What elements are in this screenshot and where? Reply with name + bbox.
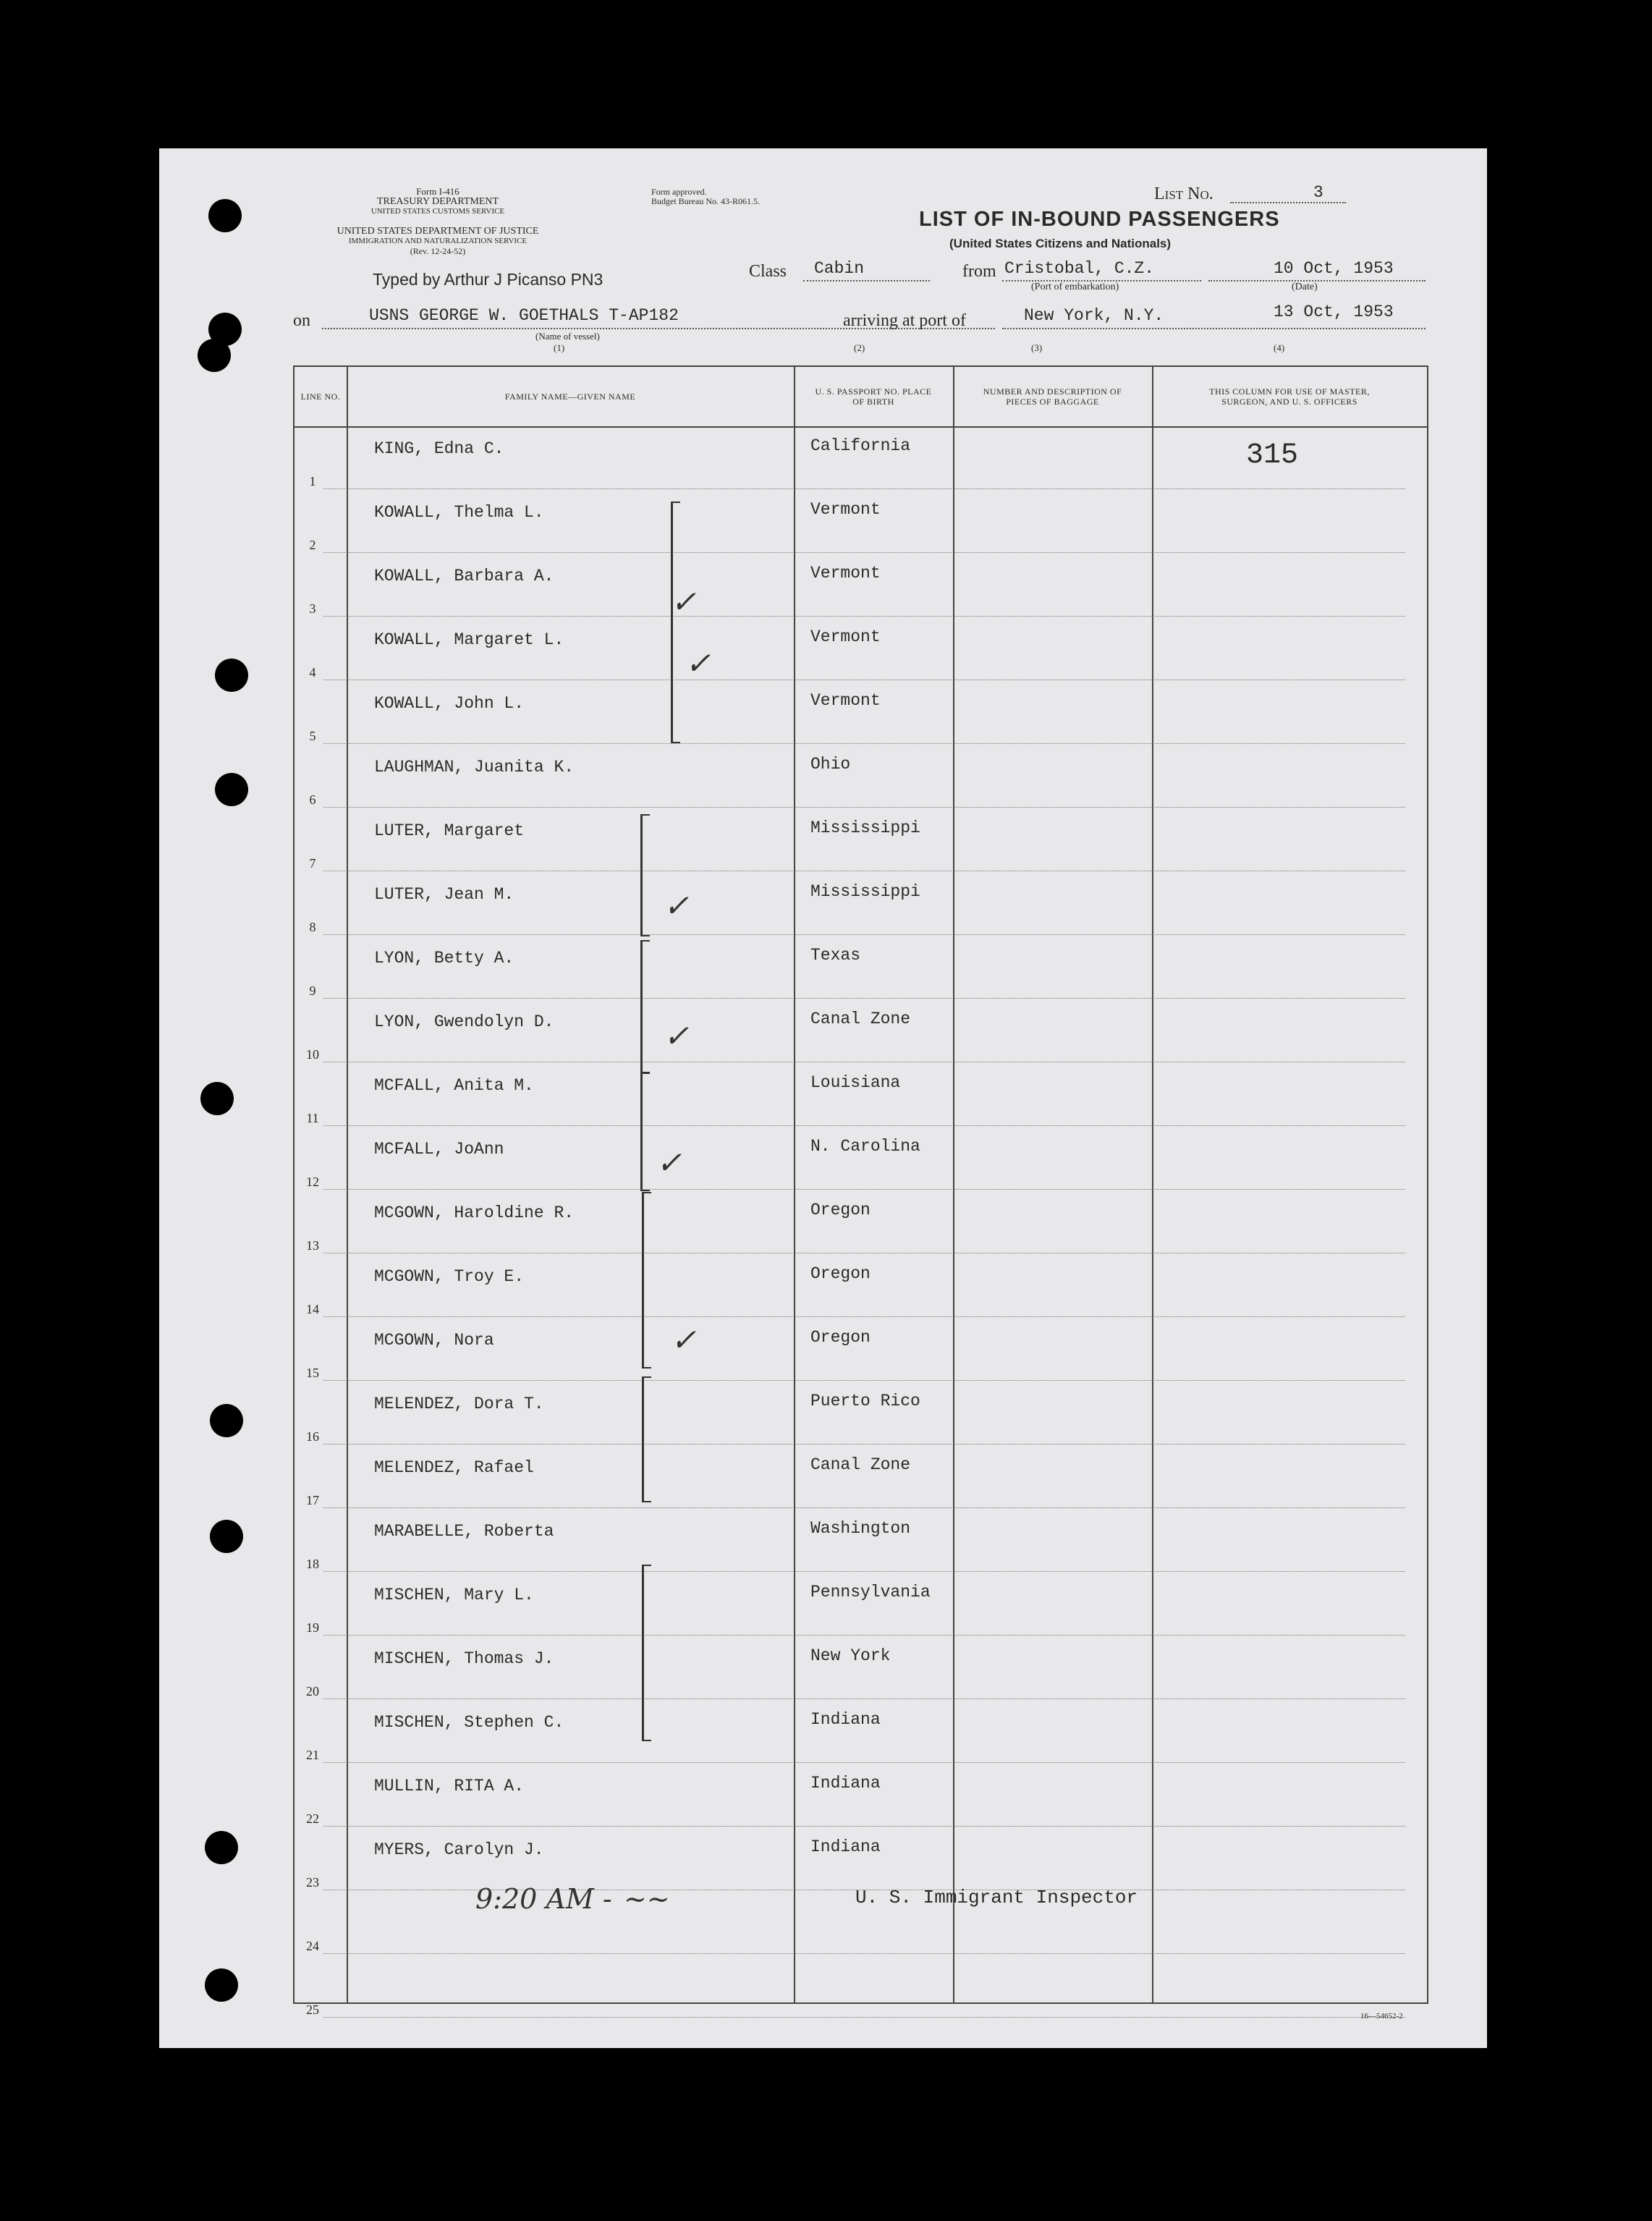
row-rule bbox=[323, 616, 1405, 617]
caption-3: (3) bbox=[1031, 342, 1043, 353]
line-number: 12 bbox=[306, 1175, 319, 1189]
binder-hole bbox=[205, 1968, 238, 2002]
family-bracket-mcgown bbox=[642, 1192, 651, 1368]
place-of-birth: Canal Zone bbox=[810, 1010, 911, 1028]
initials-mark: ✓ bbox=[685, 646, 711, 681]
table-row bbox=[295, 685, 1427, 749]
row-rule bbox=[323, 1635, 1405, 1636]
line-number: 19 bbox=[306, 1620, 319, 1635]
passenger-name: MELENDEZ, Dora T. bbox=[374, 1395, 544, 1413]
place-of-birth: Oregon bbox=[810, 1264, 871, 1283]
initials-mark: ✓ bbox=[671, 584, 697, 619]
row-rule bbox=[323, 552, 1405, 553]
row-rule bbox=[323, 1507, 1405, 1508]
line-number: 5 bbox=[309, 729, 316, 743]
table-row bbox=[295, 940, 1427, 1004]
passenger-name: MISCHEN, Thomas J. bbox=[374, 1649, 554, 1668]
passenger-name: MELENDEZ, Rafael bbox=[374, 1458, 534, 1477]
col-baggage: NUMBER AND DESCRIPTION OF PIECES OF BAGGAGE bbox=[983, 386, 1122, 407]
col-passport: U. S. PASSPORT NO. PLACE OF BIRTH bbox=[815, 386, 932, 407]
treasury-label: TREASURY DEPARTMENT bbox=[376, 196, 499, 207]
line-number: 8 bbox=[309, 920, 316, 934]
arrival-port: New York, N.Y. bbox=[1024, 306, 1164, 325]
table-row bbox=[295, 622, 1427, 685]
row-rule bbox=[323, 488, 1405, 489]
place-of-birth: California bbox=[810, 436, 911, 455]
place-of-birth: Washington bbox=[810, 1519, 911, 1538]
form-approved: Form approved. bbox=[651, 187, 707, 197]
row-rule bbox=[323, 1380, 1405, 1381]
passenger-name: MCGOWN, Nora bbox=[374, 1331, 494, 1350]
rev-label: (Rev. 12-24-52) bbox=[410, 246, 466, 256]
passenger-name: MULLIN, RITA A. bbox=[374, 1777, 525, 1795]
inspector-label: U. S. Immigrant Inspector bbox=[855, 1887, 1138, 1908]
table-row bbox=[295, 813, 1427, 876]
row-rule bbox=[323, 743, 1405, 744]
binder-hole bbox=[208, 313, 242, 346]
place-of-birth: Indiana bbox=[810, 1774, 881, 1793]
line-number: 23 bbox=[306, 1875, 319, 1890]
place-of-birth: Vermont bbox=[810, 691, 881, 710]
place-of-birth: Mississippi bbox=[810, 882, 920, 901]
col-name: FAMILY NAME—GIVEN NAME bbox=[504, 392, 636, 402]
passenger-name: LUTER, Jean M. bbox=[374, 885, 514, 904]
class-value: Cabin bbox=[814, 259, 865, 278]
place-of-birth: Ohio bbox=[810, 755, 851, 774]
page-subtitle: (United States Citizens and Nationals) bbox=[949, 237, 1172, 250]
line-number: 11 bbox=[306, 1111, 319, 1125]
line-number: 14 bbox=[306, 1302, 319, 1316]
row-rule bbox=[323, 807, 1405, 808]
binder-hole bbox=[210, 1520, 243, 1553]
line-number: 1 bbox=[309, 474, 316, 488]
typed-by: Typed by Arthur J Picanso PN3 bbox=[373, 270, 603, 289]
passenger-name: MISCHEN, Stephen C. bbox=[374, 1713, 564, 1732]
place-of-birth: Vermont bbox=[810, 627, 881, 646]
row-rule bbox=[323, 1953, 1405, 1954]
table-row bbox=[295, 749, 1427, 813]
table-row bbox=[295, 1258, 1427, 1322]
family-bracket-luter bbox=[640, 814, 650, 936]
line-number: 16 bbox=[306, 1429, 319, 1444]
initials-mark: ✓ bbox=[664, 1018, 690, 1054]
place-of-birth: Canal Zone bbox=[810, 1455, 911, 1474]
line-number: 18 bbox=[306, 1557, 319, 1571]
budget-bureau: Budget Bureau No. 43-R061.5. bbox=[651, 196, 760, 206]
place-of-birth: Pennsylvania bbox=[810, 1583, 931, 1602]
row-rule bbox=[323, 1571, 1405, 1572]
caption-2: (2) bbox=[854, 342, 865, 353]
binder-hole bbox=[210, 1404, 243, 1437]
row-rule bbox=[323, 1189, 1405, 1190]
passenger-name: MCFALL, JoAnn bbox=[374, 1140, 504, 1159]
table-row bbox=[295, 1832, 1427, 1895]
page-title: LIST OF IN-BOUND PASSENGERS bbox=[919, 208, 1280, 231]
table-row bbox=[295, 1067, 1427, 1131]
form-number: Form I-416 bbox=[416, 186, 459, 197]
place-of-birth: Louisiana bbox=[810, 1073, 901, 1092]
binder-hole bbox=[205, 1831, 238, 1864]
row-rule bbox=[323, 1316, 1405, 1317]
place-of-birth: Oregon bbox=[810, 1328, 871, 1347]
binder-hole bbox=[200, 1082, 234, 1115]
line-number: 2 bbox=[309, 538, 316, 552]
family-bracket-melendez bbox=[642, 1376, 651, 1502]
family-bracket-kowall bbox=[671, 502, 680, 743]
passenger-name: KING, Edna C. bbox=[374, 439, 504, 458]
passenger-name: MCGOWN, Haroldine R. bbox=[374, 1203, 575, 1222]
binder-hole bbox=[215, 773, 248, 806]
col-officers: THIS COLUMN FOR USE OF MASTER, SURGEON, AND U. S. OFFICERS bbox=[1209, 386, 1370, 407]
vessel-caption: (Name of vessel) bbox=[535, 331, 600, 342]
from-value: Cristobal, C.Z. bbox=[1004, 259, 1155, 278]
table-row bbox=[295, 558, 1427, 622]
passenger-name: KOWALL, Thelma L. bbox=[374, 503, 544, 522]
table-row bbox=[295, 876, 1427, 940]
place-of-birth: Vermont bbox=[810, 564, 881, 583]
line-number: 10 bbox=[306, 1047, 319, 1062]
on-label: on bbox=[293, 311, 310, 330]
place-of-birth: New York bbox=[810, 1646, 891, 1665]
line-number: 13 bbox=[306, 1238, 319, 1253]
table-row bbox=[295, 494, 1427, 558]
passenger-name: MCFALL, Anita M. bbox=[374, 1076, 534, 1095]
passenger-name: MCGOWN, Troy E. bbox=[374, 1267, 525, 1286]
vessel-name: USNS GEORGE W. GOETHALS T-AP182 bbox=[369, 306, 679, 325]
table-row bbox=[295, 1195, 1427, 1258]
caption-4: (4) bbox=[1274, 342, 1285, 353]
list-no-label: List No. bbox=[1154, 185, 1213, 203]
family-bracket-lyon bbox=[640, 940, 650, 1073]
place-of-birth: Vermont bbox=[810, 500, 881, 519]
row-rule bbox=[323, 998, 1405, 999]
place-of-birth: N. Carolina bbox=[810, 1137, 920, 1156]
list-no-value: 3 bbox=[1313, 183, 1323, 202]
col-line-no: LINE NO. bbox=[300, 392, 341, 402]
line-number: 6 bbox=[309, 792, 316, 807]
ins-label: IMMIGRATION AND NATURALIZATION SERVICE bbox=[348, 237, 528, 245]
place-of-birth: Oregon bbox=[810, 1201, 871, 1219]
family-bracket-mcfall bbox=[640, 1073, 650, 1191]
officer-note: 315 bbox=[1246, 439, 1299, 472]
table-row bbox=[295, 1322, 1427, 1386]
footer-code: 16—54652-2 bbox=[1360, 2012, 1403, 2021]
table-row bbox=[295, 1704, 1427, 1768]
passenger-name: LYON, Gwendolyn D. bbox=[374, 1012, 554, 1031]
signature-time: 9:20 AM - bbox=[475, 1883, 612, 1915]
line-number: 24 bbox=[306, 1939, 319, 1953]
line-number: 3 bbox=[309, 601, 316, 616]
passenger-name: LAUGHMAN, Juanita K. bbox=[374, 758, 575, 777]
line-number: 7 bbox=[309, 856, 316, 871]
table-row bbox=[295, 1768, 1427, 1832]
table-row bbox=[295, 1577, 1427, 1641]
row-rule bbox=[323, 1698, 1405, 1699]
class-label: Class bbox=[749, 262, 787, 281]
line-number: 22 bbox=[306, 1811, 319, 1826]
place-of-birth: Indiana bbox=[810, 1837, 881, 1856]
row-rule bbox=[323, 934, 1405, 935]
date-caption: (Date) bbox=[1292, 282, 1318, 292]
table-row bbox=[295, 1386, 1427, 1450]
binder-hole bbox=[215, 659, 248, 692]
row-rule bbox=[323, 1125, 1405, 1126]
passenger-name: LUTER, Margaret bbox=[374, 821, 525, 840]
place-of-birth: Indiana bbox=[810, 1710, 881, 1729]
initials-mark: ✓ bbox=[671, 1322, 697, 1358]
family-bracket-mischen bbox=[642, 1565, 651, 1741]
date-arrival: 13 Oct, 1953 bbox=[1274, 303, 1394, 321]
table-row bbox=[295, 1641, 1427, 1704]
arriving-label: arriving at port of bbox=[843, 311, 966, 330]
place-of-birth: Texas bbox=[810, 946, 861, 965]
table-row bbox=[295, 1131, 1427, 1195]
table-row bbox=[295, 1513, 1427, 1577]
from-label: from bbox=[962, 262, 996, 281]
row-rule bbox=[323, 1762, 1405, 1763]
line-number: 17 bbox=[306, 1493, 319, 1507]
port-embark-caption: (Port of embarkation) bbox=[1031, 282, 1119, 292]
line-number: 21 bbox=[306, 1748, 319, 1762]
place-of-birth: Puerto Rico bbox=[810, 1392, 920, 1410]
row-rule bbox=[323, 1826, 1405, 1827]
line-number: 20 bbox=[306, 1684, 319, 1698]
binder-hole bbox=[208, 199, 242, 232]
date-embark: 10 Oct, 1953 bbox=[1274, 259, 1394, 278]
inspector-signature: ~~ bbox=[624, 1883, 670, 1915]
line-number: 25 bbox=[306, 2002, 319, 2017]
manifest-page bbox=[159, 148, 1487, 2048]
passenger-name: MYERS, Carolyn J. bbox=[374, 1840, 544, 1859]
table-row bbox=[295, 1959, 1427, 2023]
passenger-name: KOWALL, Margaret L. bbox=[374, 630, 564, 649]
passenger-name: KOWALL, John L. bbox=[374, 694, 525, 713]
customs-label: UNITED STATES CUSTOMS SERVICE bbox=[370, 207, 505, 216]
row-rule bbox=[323, 2017, 1405, 2018]
caption-1: (1) bbox=[554, 342, 565, 353]
passenger-name: MISCHEN, Mary L. bbox=[374, 1586, 534, 1604]
passenger-name: LYON, Betty A. bbox=[374, 949, 514, 968]
place-of-birth: Mississippi bbox=[810, 818, 920, 837]
line-number: 9 bbox=[309, 983, 316, 998]
table-row bbox=[295, 1450, 1427, 1513]
initials-mark: ✓ bbox=[664, 888, 690, 923]
initials-mark: ✓ bbox=[656, 1145, 682, 1180]
line-number: 15 bbox=[306, 1366, 319, 1380]
line-number: 4 bbox=[309, 665, 316, 680]
passenger-name: KOWALL, Barbara A. bbox=[374, 567, 554, 585]
table-row bbox=[295, 1004, 1427, 1067]
passenger-name: MARABELLE, Roberta bbox=[374, 1522, 554, 1541]
justice-label: UNITED STATES DEPARTMENT OF JUSTICE bbox=[336, 226, 539, 237]
